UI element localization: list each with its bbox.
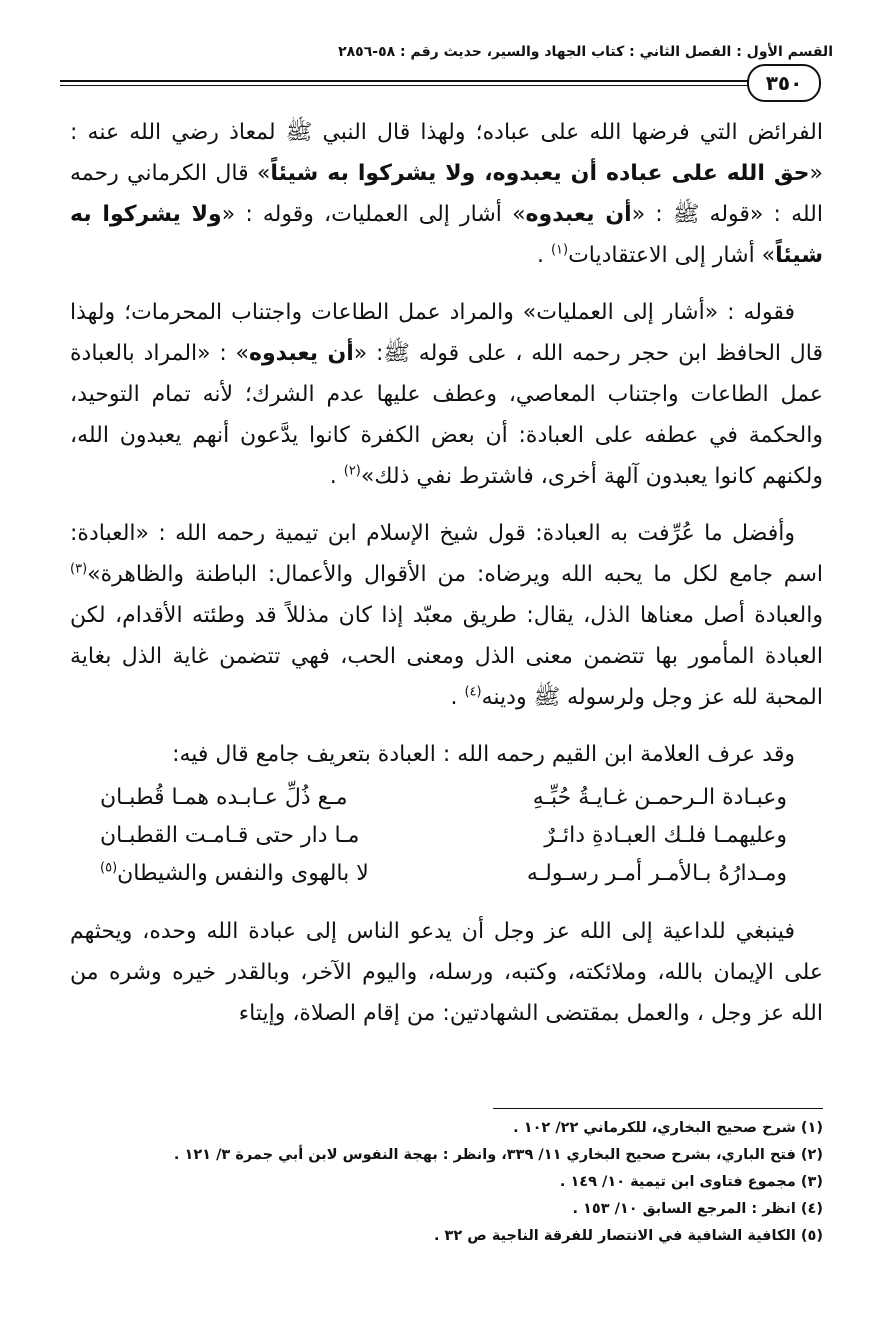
text-span: وأفضل ما عُرِّفت به العبادة: قول شيخ الإسلام ابن تيمية رحمه الله : «العبادة: اسم جامع لكل ما يحبه الله ويرضاه: من الأقوال والأعمال: الباطنة والظاهرة» [70,521,823,587]
hadith-quote: أن يعبدوه [525,202,632,227]
running-header: القسم الأول : الفصل الثاني : كتاب الجهاد والسير، حديث رقم : ٥٨-٢٨٥٦ [338,44,833,60]
verse-first-half: وعليهمـا فلـك العبـادةِ دائـرٌ [544,823,787,848]
footnote: (٣) مجموع فتاوى ابن تيمية ١٠/ ١٤٩ . [559,1174,823,1190]
footnote-separator [493,1108,823,1109]
paragraph-4 [70,734,823,775]
text-span: » أشار إلى العمليات، وقوله : « [221,202,526,227]
main-text [70,112,823,1050]
poem-verse [70,779,823,817]
text-span: . [329,464,344,489]
text-span: والعبادة أصل معناها الذل، يقال: طريق معبّد إذا كان مذللاً قد وطئته الأقدام، لكن العبادة المأمور بها تتضمن معنى الذل ومعنى الحب، فهي تتضمن غاية الذل بغاية المحبة لله عز وجل ولرسوله ﷺ ودينه [70,603,823,710]
footnotes [70,1115,823,1250]
verse-first-half: ومـدارُهُ بـالأمـر أمـر رسـولـه [526,861,787,886]
text-span: » أشار إلى الاعتقاديات [568,243,776,268]
text-span: لا بالهوى والنفس والشيطان [117,861,369,886]
text-span: فقوله : «أشار إلى العمليات» والمراد عمل الطاعات واجتناب المحرمات؛ ولهذا قال الحافظ ابن حجر رحمه الله ، على قوله ﷺ: « [70,300,823,366]
text-span: وقد عرف العلامة ابن القيم رحمه الله : العبادة بتعريف جامع قال فيه: [172,742,795,767]
footnote-ref: (٢) [343,463,361,479]
text-span: الفرائض التي فرضها الله على عباده؛ ولهذا قال النبي ﷺ لمعاذ رضي الله عنه : « [70,120,823,186]
hadith-quote: ولا يشركوا به شيئاً [70,202,823,268]
footnote-ref: (٤) [464,684,482,700]
poem-verse [70,817,823,855]
paragraph-2 [70,292,823,497]
text-span: » : «المراد بالعبادة عمل الطاعات واجتناب المعاصي، وعطف عليها عدم الشرك؛ لأنه تمام التوحيد، والحكمة في عطفه على العبادة: أن بعض الكفرة كانوا يدَّعون أنهم يعبدون الله، ولكنهم كانوا يعبدون آلهة أخرى، فاشترط نفي ذلك» [70,341,823,489]
footnote-ref: (١) [550,242,569,258]
verse-second-half [100,855,369,893]
footnote: (١) شرح صحيح البخاري، للكرماني ٢٢/ ١٠٢ . [513,1120,823,1136]
paragraph-1 [70,112,823,276]
header-rule [60,80,815,82]
hadith-quote: أن يعبدوه [249,341,354,366]
footnote-ref: (٣) [70,561,88,577]
verse-first-half: وعبـادة الـرحمـن غـايـةُ حُبِّـهِ [532,785,787,810]
poem-verse [70,855,823,893]
verse-second-half: مـا دار حتى قـامـت القطبـان [100,823,360,848]
footnote: (٤) انظر : المرجع السابق ١٠/ ١٥٣ . [572,1201,823,1217]
footnote-ref: (٥) [100,860,118,876]
poem [70,779,823,893]
hadith-quote: حق الله على عباده أن يعبدوه، ولا يشركوا به شيئاً [270,161,810,186]
header-rule-thin [60,85,815,86]
text-span: » قال الكرماني رحمه الله : «قوله ﷺ : « [70,161,823,227]
footnote: (٢) فتح الباري، بشرح صحيح البخاري ١١/ ٣٣٩، وانظر : بهجة النفوس لابن أبي جمرة ٣/ ١٢١ . [173,1147,823,1163]
text-span: . [450,685,465,710]
text-span: فينبغي للداعية إلى الله عز وجل أن يدعو الناس إلى عبادة الله وحده، ويحثهم على الإيمان بالله، وملائكته، وكتبه، ورسله، واليوم الآخر، وبالقدر خيره وشره من الله عز وجل ، والعمل بمقتضى الشهادتين: من إقام الصلاة، وإيتاء [70,919,823,1026]
page-number: ٣٥٠ [747,64,821,102]
text-span: . [536,243,551,268]
footnote: (٥) الكافية الشافية في الانتصار للفرقة الناجية ص ٣٢ . [433,1228,823,1244]
paragraph-5 [70,911,823,1034]
verse-second-half: مـع ذُلِّ عـابـده همـا قُطبـان [100,785,348,810]
paragraph-3 [70,513,823,718]
